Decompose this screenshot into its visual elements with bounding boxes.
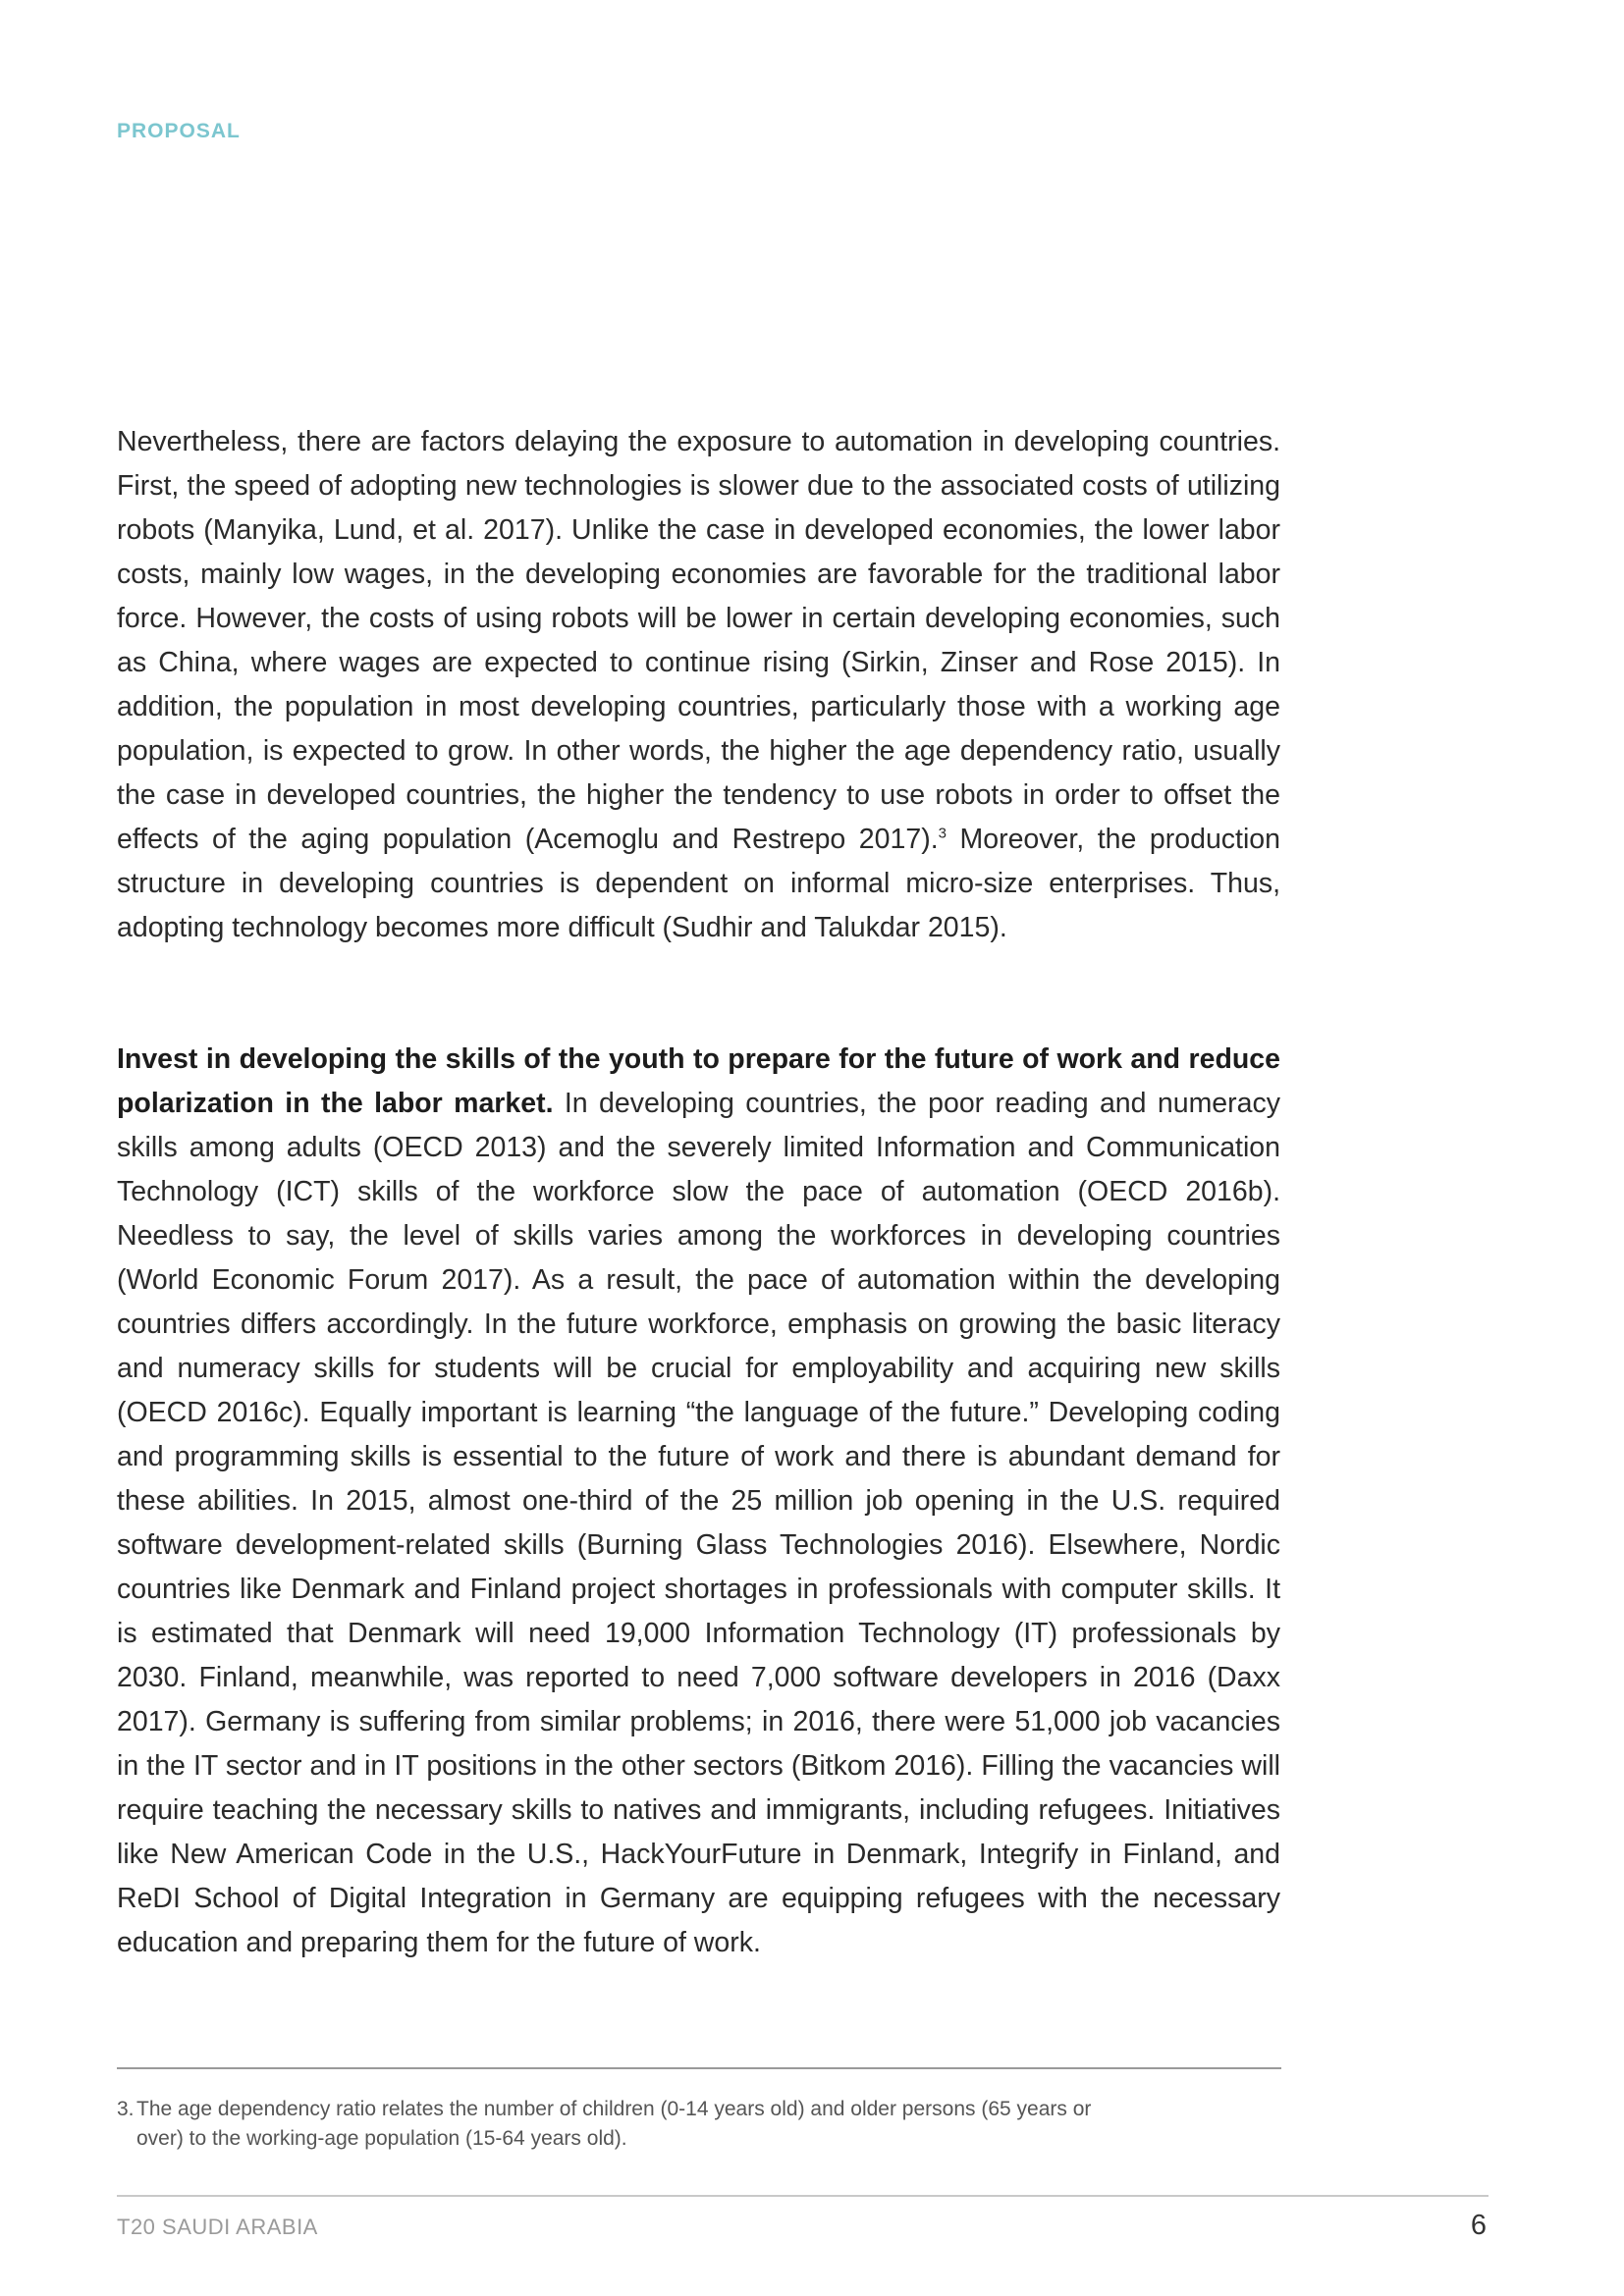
paragraph-1-text-a: Nevertheless, there are factors delaying the exposure to automation in developing countries. First, the speed of adopting new technologies is slower due to the associated costs of utilizing robots (Manyika, Lund, et al. 2017). Unlike the case in developed economies, the lower labor costs, mainly low wages, in the developing economies are favorable for the traditional labor force. However, the costs of using robots will be lower in certain developing economies, such as China, where wages are expected to continue rising (Sirkin, Zinser and Rose 2015). In addition, the population in most developing countries, particularly those with a working age population, is expected to grow. In other words, the higher the age dependency ratio, usually the case in developed countries, the higher the tendency to use robots in order to offset the effects of the aging population (Acemoglu and Restrepo 2017).	[117, 426, 1280, 855]
footer-publication-name: T20 SAUDI ARABIA	[117, 2215, 318, 2239]
body-paragraph-1	[117, 420, 1280, 950]
footnote-line-1: The age dependency ratio relates the number of children (0-14 years old) and older persons (65 years or	[136, 2098, 1092, 2120]
footnote-divider	[117, 2067, 1281, 2069]
footnote-reference[interactable]: 3	[938, 825, 947, 842]
footnote	[117, 2095, 1281, 2154]
section-label: PROPOSAL	[117, 120, 241, 142]
footnote-line-2: over) to the working-age population (15-64 years old).	[136, 2127, 627, 2150]
body-paragraph-2	[117, 1038, 1280, 1965]
page-number: 6	[1470, 2210, 1487, 2241]
footer-divider	[117, 2195, 1489, 2197]
footnote-number: 3.	[117, 2098, 135, 2120]
paragraph-1-text-b: Moreover, the production structure in developing countries is dependent on informal micro-size enterprises. Thus, adopting technology becomes more difficult (Sudhir and Talukdar 2015).	[117, 824, 1281, 943]
paragraph-2-lead-heading: Invest in developing the skills of the youth to prepare for the future of work and reduce polarization in the labor market.	[117, 1043, 1280, 1119]
paragraph-2-text: In developing countries, the poor reading and numeracy skills among adults (OECD 2013) and the severely limited Information and Communication Technology (ICT) skills of the workforce slow the pace of automation (OECD 2016b). Needless to say, the level of skills varies among the workforces in developing countries (World Economic Forum 2017). As a result, the pace of automation within the developing countries differs accordingly. In the future workforce, emphasis on growing the basic literacy and numeracy skills for students will be crucial for employability and acquiring new skills (OECD 2016c). Equally important is learning “the language of the future.” Developing coding and programming skills is essential to the future of work and there is abundant demand for these abilities. In 2015, almost one-third of the 25 million job opening in the U.S. required software development-related skills (Burning Glass Technologies 2016). Elsewhere, Nordic countries like Denmark and Finland project shortages in professionals with computer skills. It is estimated that Denmark will need 19,000 Information Technology (IT) professionals by 2030. Finland, meanwhile, was reported to need 7,000 software developers in 2016 (Daxx 2017). Germany is suffering from similar problems; in 2016, there were 51,000 job vacancies in the IT sector and in IT positions in the other sectors (Bitkom 2016). Filling the vacancies will require teaching the necessary skills to natives and immigrants, including refugees. Initiatives like New American Code in the U.S., HackYourFuture in Denmark, Integrify in Finland, and ReDI School of Digital Integration in Germany are equipping refugees with the necessary education and preparing them for the future of work.	[117, 1088, 1280, 1958]
